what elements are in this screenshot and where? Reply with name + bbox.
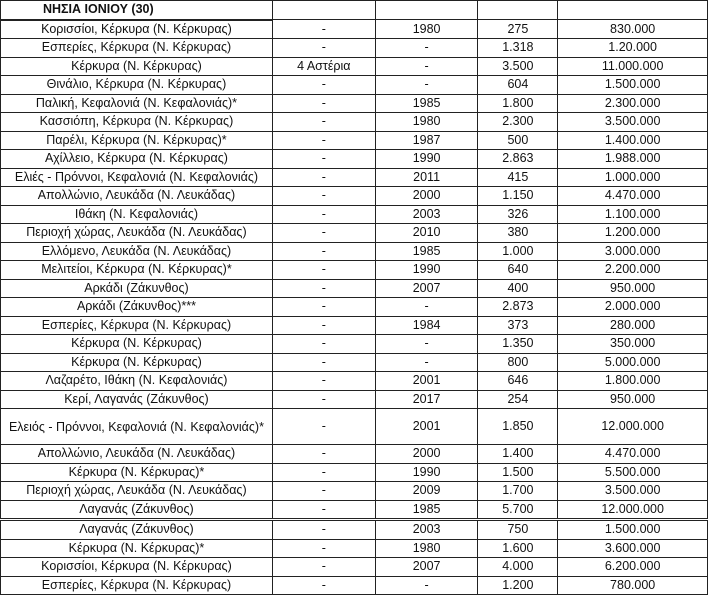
table-row [1, 131, 708, 150]
heading-cell [375, 1, 478, 20]
year-cell: 2001 [375, 409, 478, 445]
table-row [1, 335, 708, 354]
amount-cell: 3.500.000 [558, 482, 708, 501]
capacity-cell: 5.700 [478, 500, 558, 520]
table-row [1, 76, 708, 95]
category-cell: - [272, 539, 375, 558]
location-cell: Κασσιόπη, Κέρκυρα (Ν. Κέρκυρας) [1, 113, 273, 132]
location-cell: Ελειός - Πρόννοι, Κεφαλονιά (Ν. Κεφαλονιάς)* [1, 409, 273, 445]
category-cell: - [272, 445, 375, 464]
heading-cell [478, 1, 558, 20]
category-cell: - [272, 39, 375, 58]
heading-row [1, 1, 708, 20]
table-row [1, 261, 708, 280]
category-cell: - [272, 409, 375, 445]
amount-cell: 350.000 [558, 335, 708, 354]
amount-cell: 11.000.000 [558, 57, 708, 76]
category-cell: - [272, 520, 375, 540]
year-cell: 1990 [375, 261, 478, 280]
amount-cell: 2.000.000 [558, 298, 708, 317]
year-cell: - [375, 576, 478, 595]
location-cell: Λαγανάς (Ζάκυνθος) [1, 520, 273, 540]
location-cell: Ιθάκη (Ν. Κεφαλονιάς) [1, 205, 273, 224]
amount-cell: 1.20.000 [558, 39, 708, 58]
table-row [1, 298, 708, 317]
category-cell: - [272, 242, 375, 261]
category-cell: - [272, 316, 375, 335]
category-cell: - [272, 353, 375, 372]
category-cell: - [272, 224, 375, 243]
table-row [1, 482, 708, 501]
year-cell: - [375, 353, 478, 372]
year-cell: - [375, 298, 478, 317]
year-cell: 1990 [375, 463, 478, 482]
table-row [1, 39, 708, 58]
table-row [1, 409, 708, 445]
year-cell: 2010 [375, 224, 478, 243]
table-row [1, 539, 708, 558]
location-cell: Κερί, Λαγανάς (Ζάκυνθος) [1, 390, 273, 409]
year-cell: 1985 [375, 242, 478, 261]
amount-cell: 5.500.000 [558, 463, 708, 482]
location-cell: Κέρκυρα (Ν. Κέρκυρας) [1, 57, 273, 76]
table-row [1, 113, 708, 132]
capacity-cell: 1.000 [478, 242, 558, 261]
location-cell: Απολλώνιο, Λευκάδα (Ν. Λευκάδας) [1, 445, 273, 464]
location-cell: Κέρκυρα (Ν. Κέρκυρας)* [1, 463, 273, 482]
location-cell: Παρέλι, Κέρκυρα (Ν. Κέρκυρας)* [1, 131, 273, 150]
year-cell: 2007 [375, 279, 478, 298]
capacity-cell: 646 [478, 372, 558, 391]
category-cell: - [272, 76, 375, 95]
capacity-cell: 1.350 [478, 335, 558, 354]
amount-cell: 780.000 [558, 576, 708, 595]
year-cell: 1980 [375, 539, 478, 558]
category-cell: - [272, 150, 375, 169]
category-cell: - [272, 205, 375, 224]
capacity-cell: 1.600 [478, 539, 558, 558]
category-cell: - [272, 500, 375, 520]
capacity-cell: 1.318 [478, 39, 558, 58]
amount-cell: 3.000.000 [558, 242, 708, 261]
amount-cell: 4.470.000 [558, 187, 708, 206]
category-cell: - [272, 298, 375, 317]
category-cell: - [272, 113, 375, 132]
amount-cell: 280.000 [558, 316, 708, 335]
capacity-cell: 4.000 [478, 558, 558, 577]
year-cell: 2003 [375, 520, 478, 540]
table-row [1, 520, 708, 540]
location-cell: Ελιές - Πρόννοι, Κεφαλονιά (Ν. Κεφαλονιάς) [1, 168, 273, 187]
category-cell: - [272, 187, 375, 206]
amount-cell: 5.000.000 [558, 353, 708, 372]
capacity-cell: 3.500 [478, 57, 558, 76]
year-cell: 2000 [375, 187, 478, 206]
category-cell: - [272, 576, 375, 595]
amount-cell: 12.000.000 [558, 500, 708, 520]
location-cell: Εσπερίες, Κέρκυρα (Ν. Κέρκυρας) [1, 576, 273, 595]
year-cell: - [375, 76, 478, 95]
year-cell: 1980 [375, 113, 478, 132]
table-row [1, 57, 708, 76]
year-cell: 1985 [375, 500, 478, 520]
category-cell: - [272, 463, 375, 482]
location-cell: Ελλόμενο, Λευκάδα (Ν. Λευκάδας) [1, 242, 273, 261]
year-cell: 1980 [375, 20, 478, 39]
year-cell: 2000 [375, 445, 478, 464]
category-cell: - [272, 168, 375, 187]
amount-cell: 2.300.000 [558, 94, 708, 113]
category-cell: - [272, 279, 375, 298]
table-row [1, 445, 708, 464]
year-cell: 2009 [375, 482, 478, 501]
location-cell: Λαγανάς (Ζάκυνθος) [1, 500, 273, 520]
category-cell: 4 Αστέρια [272, 57, 375, 76]
capacity-cell: 400 [478, 279, 558, 298]
location-cell: Κέρκυρα (Ν. Κέρκυρας) [1, 335, 273, 354]
capacity-cell: 1.400 [478, 445, 558, 464]
location-cell: Κορισσίοι, Κέρκυρα (Ν. Κέρκυρας) [1, 20, 273, 39]
amount-cell: 4.470.000 [558, 445, 708, 464]
amount-cell: 1.988.000 [558, 150, 708, 169]
capacity-cell: 275 [478, 20, 558, 39]
category-cell: - [272, 482, 375, 501]
amount-cell: 6.200.000 [558, 558, 708, 577]
capacity-cell: 380 [478, 224, 558, 243]
location-cell: Περιοχή χώρας, Λευκάδα (Ν. Λευκάδας) [1, 482, 273, 501]
table-row [1, 576, 708, 595]
category-cell: - [272, 94, 375, 113]
amount-cell: 3.600.000 [558, 539, 708, 558]
capacity-cell: 500 [478, 131, 558, 150]
year-cell: 2011 [375, 168, 478, 187]
capacity-cell: 1.500 [478, 463, 558, 482]
amount-cell: 1.800.000 [558, 372, 708, 391]
category-cell: - [272, 261, 375, 280]
capacity-cell: 415 [478, 168, 558, 187]
amount-cell: 1.100.000 [558, 205, 708, 224]
table-row [1, 150, 708, 169]
year-cell: 1990 [375, 150, 478, 169]
location-cell: Εσπερίες, Κέρκυρα (Ν. Κέρκυρας) [1, 39, 273, 58]
year-cell: 1987 [375, 131, 478, 150]
year-cell: 2017 [375, 390, 478, 409]
category-cell: - [272, 558, 375, 577]
location-cell: Αχίλλειο, Κέρκυρα (Ν. Κέρκυρας) [1, 150, 273, 169]
table-row [1, 224, 708, 243]
table-row [1, 168, 708, 187]
table-row [1, 94, 708, 113]
capacity-cell: 326 [478, 205, 558, 224]
capacity-cell: 800 [478, 353, 558, 372]
heading-cell [272, 1, 375, 20]
location-cell: Αρκάδι (Ζάκυνθος) [1, 279, 273, 298]
table-row [1, 242, 708, 261]
year-cell: 2007 [375, 558, 478, 577]
table-row [1, 372, 708, 391]
table-row [1, 20, 708, 39]
category-cell: - [272, 20, 375, 39]
capacity-cell: 1.700 [478, 482, 558, 501]
capacity-cell: 1.850 [478, 409, 558, 445]
table-row [1, 279, 708, 298]
table-row [1, 205, 708, 224]
table-row [1, 463, 708, 482]
capacity-cell: 2.300 [478, 113, 558, 132]
year-cell: 1984 [375, 316, 478, 335]
amount-cell: 3.500.000 [558, 113, 708, 132]
amount-cell: 1.400.000 [558, 131, 708, 150]
category-cell: - [272, 335, 375, 354]
year-cell: - [375, 39, 478, 58]
table-row [1, 187, 708, 206]
capacity-cell: 254 [478, 390, 558, 409]
amount-cell: 830.000 [558, 20, 708, 39]
amount-cell: 12.000.000 [558, 409, 708, 445]
table-row [1, 353, 708, 372]
year-cell: - [375, 335, 478, 354]
amount-cell: 1.500.000 [558, 76, 708, 95]
capacity-cell: 640 [478, 261, 558, 280]
location-cell: Θινάλιο, Κέρκυρα (Ν. Κέρκυρας) [1, 76, 273, 95]
category-cell: - [272, 131, 375, 150]
year-cell: 2003 [375, 205, 478, 224]
amount-cell: 1.500.000 [558, 520, 708, 540]
location-cell: Αρκάδι (Ζάκυνθος)*** [1, 298, 273, 317]
table-row [1, 316, 708, 335]
capacity-cell: 750 [478, 520, 558, 540]
table-row [1, 558, 708, 577]
capacity-cell: 2.863 [478, 150, 558, 169]
location-cell: Κέρκυρα (Ν. Κέρκυρας)* [1, 539, 273, 558]
amount-cell: 1.200.000 [558, 224, 708, 243]
location-cell: Κέρκυρα (Ν. Κέρκυρας) [1, 353, 273, 372]
capacity-cell: 1.800 [478, 94, 558, 113]
capacity-cell: 373 [478, 316, 558, 335]
capacity-cell: 1.150 [478, 187, 558, 206]
year-cell: - [375, 57, 478, 76]
amount-cell: 950.000 [558, 279, 708, 298]
table-row [1, 390, 708, 409]
location-cell: Κορισσίοι, Κέρκυρα (Ν. Κέρκυρας) [1, 558, 273, 577]
amount-cell: 950.000 [558, 390, 708, 409]
location-cell: Παλική, Κεφαλονιά (Ν. Κεφαλονιάς)* [1, 94, 273, 113]
capacity-cell: 2.873 [478, 298, 558, 317]
location-cell: Λαζαρέτο, Ιθάκη (Ν. Κεφαλονιάς) [1, 372, 273, 391]
capacity-cell: 604 [478, 76, 558, 95]
heading-cell [558, 1, 708, 20]
amount-cell: 1.000.000 [558, 168, 708, 187]
location-cell: Μελιτείοι, Κέρκυρα (Ν. Κέρκυρας)* [1, 261, 273, 280]
year-cell: 1985 [375, 94, 478, 113]
table-heading: ΝΗΣΙΑ ΙΟΝΙΟΥ (30) [1, 1, 273, 20]
location-cell: Απολλώνιο, Λευκάδα (Ν. Λευκάδας) [1, 187, 273, 206]
capacity-cell: 1.200 [478, 576, 558, 595]
category-cell: - [272, 372, 375, 391]
location-cell: Περιοχή χώρας, Λευκάδα (Ν. Λευκάδας) [1, 224, 273, 243]
location-cell: Εσπερίες, Κέρκυρα (Ν. Κέρκυρας) [1, 316, 273, 335]
amount-cell: 2.200.000 [558, 261, 708, 280]
table-row [1, 500, 708, 520]
category-cell: - [272, 390, 375, 409]
year-cell: 2001 [375, 372, 478, 391]
